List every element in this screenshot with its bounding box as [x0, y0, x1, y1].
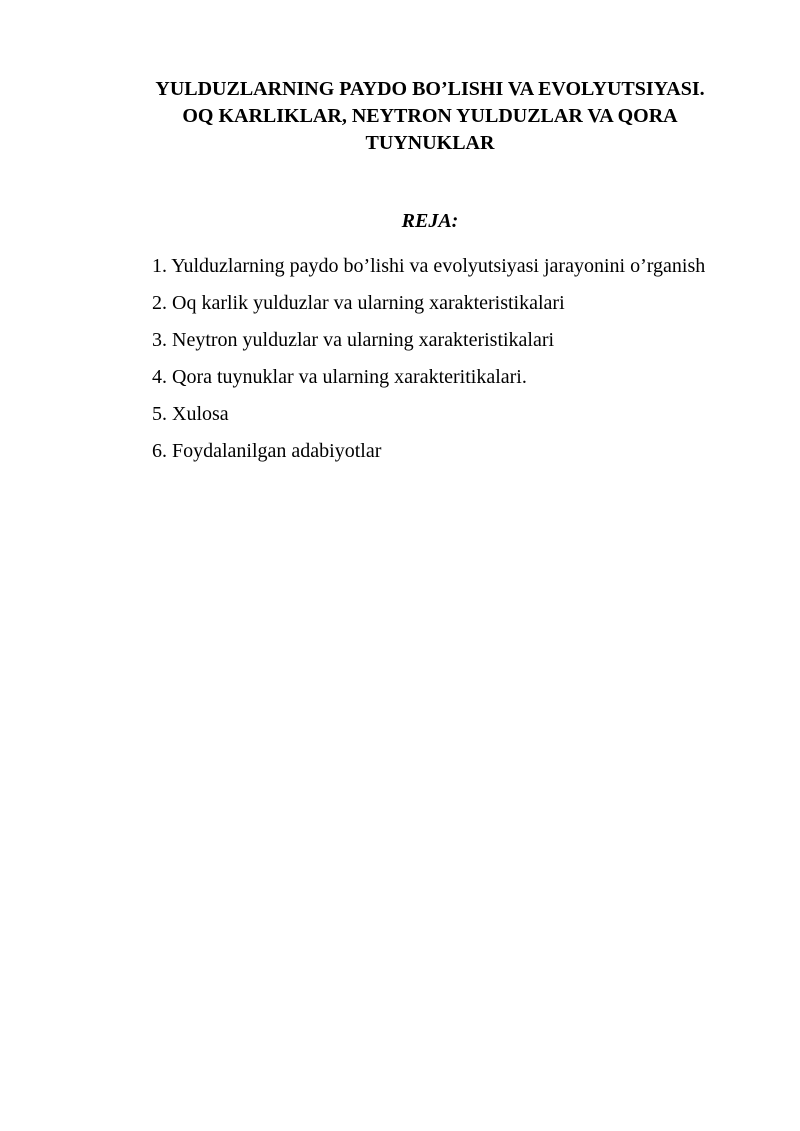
plan-item-6: 6. Foydalanilgan adabiyotlar — [152, 440, 382, 462]
plan-item-4: 4. Qora tuynuklar va ularning xarakteritikalari. — [152, 366, 527, 388]
plan-item-1: 1. Yulduzlarning paydo bo’lishi va evolyutsiyasi jarayonini o’rganish — [152, 255, 706, 277]
plan-item-3: 3. Neytron yulduzlar va ularning xarakteristikalari — [152, 329, 555, 351]
plan-item-2: 2. Oq karlik yulduzlar va ularning xarakteristikalari — [152, 292, 565, 314]
plan-heading: REJA: — [401, 210, 459, 232]
plan-list — [113, 248, 733, 470]
plan-item-5: 5. Xulosa — [152, 403, 229, 425]
title-line-3: TUYNUKLAR — [365, 132, 495, 154]
title-line-1: YULDUZLARNING PAYDO BO’LISHI VA EVOLYUTSIYASI. — [155, 78, 705, 100]
title-line-2: OQ KARLIKLAR, NEYTRON YULDUZLAR VA QORA — [182, 105, 678, 127]
document-title — [100, 76, 760, 157]
